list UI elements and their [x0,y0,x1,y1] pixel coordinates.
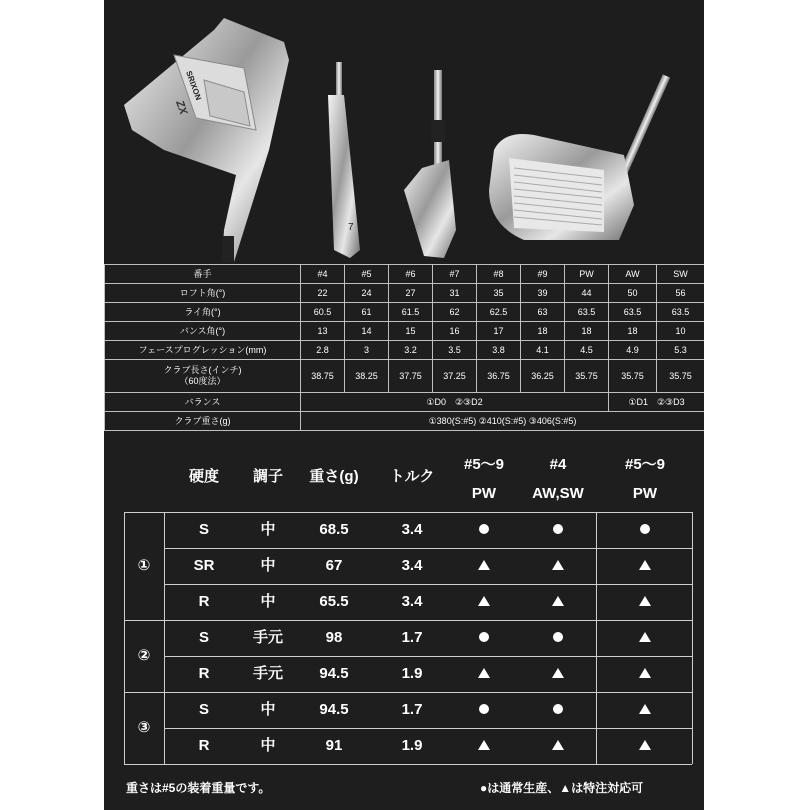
spec-header-cell: SW [657,265,705,284]
club-images [104,0,704,262]
spec-header-cell: AW [609,265,657,284]
shaft-flex-cell: S [198,629,209,646]
spec-cell: 2.8 [301,341,345,360]
shaft-flex-cell: R [198,665,210,682]
spec-row-balance [105,393,705,412]
header-kick: 調子 [252,468,283,485]
shaft-weight-cell: 98 [325,629,343,646]
spec-cell: 62.5 [477,303,521,322]
spec-row-label: ライ角(°) [105,303,301,322]
spec-header-cell: #8 [477,265,521,284]
shaft-kick-cell: 中 [260,701,276,718]
circle-icon [553,632,563,642]
spec-cell: 60.5 [301,303,345,322]
circle-icon [640,524,650,534]
header-torque: トルク [389,468,435,485]
shaft-torque-cell: 3.4 [401,593,423,610]
spec-cell: 10 [657,322,705,341]
header-col2-line1: #4 [549,456,567,473]
spec-header-cell: PW [565,265,609,284]
shaft-torque-cell: 1.7 [401,629,423,646]
spec-cell: 5.3 [657,341,705,360]
shaft-kick-cell: 中 [260,737,276,754]
triangle-icon [478,740,490,750]
spec-cell: 4.9 [609,341,657,360]
triangle-icon [639,704,651,714]
shaft-flex-cell: R [198,593,210,610]
triangle-icon [639,560,651,570]
circle-icon [553,524,563,534]
iron-sole-view [404,70,456,258]
shaft-weight-cell: 94.5 [319,701,349,718]
spec-cell: 35.75 [609,360,657,393]
spec-cell: 18 [565,322,609,341]
availability-cell [520,620,596,656]
shaft-weight-cell: 67 [325,557,343,574]
availability-cell [520,692,596,728]
circle-icon [553,704,563,714]
circle-icon [479,524,489,534]
spec-cell: 16 [433,322,477,341]
shaft-kick-cell: 中 [260,593,276,610]
triangle-icon [552,596,564,606]
balance-wedge: ①D1 ②③D3 [609,393,705,412]
spec-cell: 22 [301,284,345,303]
spec-cell: 14 [345,322,389,341]
spec-cell: 15 [389,322,433,341]
shaft-weight-cell: 65.5 [319,593,349,610]
spec-header-cell: #9 [521,265,565,284]
spec-row-face-progression [105,341,705,360]
shaft-flex-cell: S [198,521,209,538]
header-col3-line2: PW [632,485,658,502]
iron-address-view [489,74,670,240]
spec-cell: 63.5 [609,303,657,322]
availability-cell [448,692,520,728]
spec-cell: 31 [433,284,477,303]
spec-cell: 35.75 [565,360,609,393]
club-weight-value: ①380(S:#5) ②410(S:#5) ③406(S:#5) [301,412,705,431]
shaft-torque-cell: 3.4 [401,521,423,538]
availability-cell [448,620,520,656]
spec-row-label: バンス角(°) [105,322,301,341]
availability-cell [448,548,520,584]
header-col2-line2: AW,SW [532,485,584,502]
shaft-group-label: ① [137,557,151,574]
availability-cell [520,584,596,620]
spec-row-label: バランス [105,393,301,412]
availability-cell [520,512,596,548]
spec-cell: 36.25 [521,360,565,393]
availability-cell [448,728,520,764]
circle-icon [479,704,489,714]
spec-cell: 63.5 [565,303,609,322]
spec-cell: 24 [345,284,389,303]
availability-cell [604,620,686,656]
spec-header-cell: #5 [345,265,389,284]
header-col1-line1: #5～9 [463,456,505,473]
header-weight: 重さ(g) [309,468,359,485]
length-label-line2: （60度法） [179,376,226,386]
spec-cell: 37.25 [433,360,477,393]
triangle-icon [639,596,651,606]
spec-cell: 18 [521,322,565,341]
availability-cell [604,728,686,764]
spec-cell: 35 [477,284,521,303]
product-panel [104,0,704,810]
spec-cell: 13 [301,322,345,341]
spec-cell: 63.5 [657,303,705,322]
spec-row-label [105,360,301,393]
spec-cell: 61.5 [389,303,433,322]
triangle-icon [639,632,651,642]
spec-cell: 18 [609,322,657,341]
availability-cell [604,656,686,692]
availability-cell [448,512,520,548]
triangle-icon [478,596,490,606]
shaft-weight-cell: 68.5 [319,521,349,538]
triangle-icon [478,668,490,678]
spec-cell: 3.8 [477,341,521,360]
header-flex: 硬度 [188,468,219,485]
availability-cell [520,548,596,584]
brand-text: SRIXON [184,69,204,102]
club-number: 7 [348,222,354,233]
shaft-flex-cell: S [198,701,209,718]
spec-row-label: クラブ重さ(g) [105,412,301,431]
spec-row-length [105,360,705,393]
spec-cell: 36.75 [477,360,521,393]
availability-cell [520,728,596,764]
shaft-torque-cell: 1.9 [401,665,423,682]
triangle-icon [478,560,490,570]
header-col3-line1: #5～9 [624,456,666,473]
spec-cell: 3 [345,341,389,360]
spec-cell: 37.75 [389,360,433,393]
availability-cell [604,512,686,548]
spec-header-cell: #6 [389,265,433,284]
spec-cell: 39 [521,284,565,303]
shaft-torque-cell: 1.9 [401,737,423,754]
spec-cell: 4.5 [565,341,609,360]
spec-header-label: 番手 [105,265,301,284]
shaft-kick-cell: 中 [260,557,276,574]
shaft-kick-cell: 手元 [252,629,283,646]
availability-cell [604,584,686,620]
shaft-group-label: ③ [137,719,151,736]
spec-cell: 38.25 [345,360,389,393]
model-text: ZX [173,98,190,117]
spec-cell: 61 [345,303,389,322]
footer-note-legend: ●は通常生産、▲は特注対応可 [480,781,644,795]
spec-row-lie [105,303,705,322]
spec-cell: 4.1 [521,341,565,360]
spec-row-label: フェースプログレッション(mm) [105,341,301,360]
spec-cell: 56 [657,284,705,303]
shaft-weight-cell: 94.5 [319,665,349,682]
spec-cell: 50 [609,284,657,303]
spec-cell: 17 [477,322,521,341]
length-label-line1: クラブ長さ(インチ) [163,365,242,375]
availability-cell [604,692,686,728]
iron-back-view [124,18,289,262]
shaft-flex-cell: SR [193,557,215,574]
footer-note-weight: 重さは#5の装着重量です。 [126,781,271,795]
shaft-table [104,450,704,780]
triangle-icon [552,740,564,750]
spec-cell: 38.75 [301,360,345,393]
availability-cell [520,656,596,692]
shaft-kick-cell: 中 [260,521,276,538]
spec-table [104,264,704,431]
spec-row-label: ロフト角(°) [105,284,301,303]
spec-row-loft [105,284,705,303]
availability-cell [448,584,520,620]
spec-cell: 3.5 [433,341,477,360]
shaft-flex-cell: R [198,737,210,754]
triangle-icon [639,740,651,750]
spec-cell: 44 [565,284,609,303]
availability-cell [448,656,520,692]
availability-cell [604,548,686,584]
spec-header-row [105,265,705,284]
shaft-torque-cell: 1.7 [401,701,423,718]
iron-toe-view [328,62,360,258]
triangle-icon [552,560,564,570]
spec-cell: 35.75 [657,360,705,393]
triangle-icon [552,668,564,678]
circle-icon [479,632,489,642]
shaft-weight-cell: 91 [325,737,343,754]
balance-main: ①D0 ②③D2 [301,393,609,412]
triangle-icon [639,668,651,678]
shaft-group-label: ② [137,647,151,664]
shaft-kick-cell: 手元 [252,665,283,682]
spec-header-cell: #7 [433,265,477,284]
header-col1-line2: PW [471,485,497,502]
spec-row-weight [105,412,705,431]
spec-cell: 63 [521,303,565,322]
spec-header-cell: #4 [301,265,345,284]
spec-cell: 62 [433,303,477,322]
spec-row-bounce [105,322,705,341]
shaft-torque-cell: 3.4 [401,557,423,574]
spec-cell: 27 [389,284,433,303]
spec-cell: 3.2 [389,341,433,360]
